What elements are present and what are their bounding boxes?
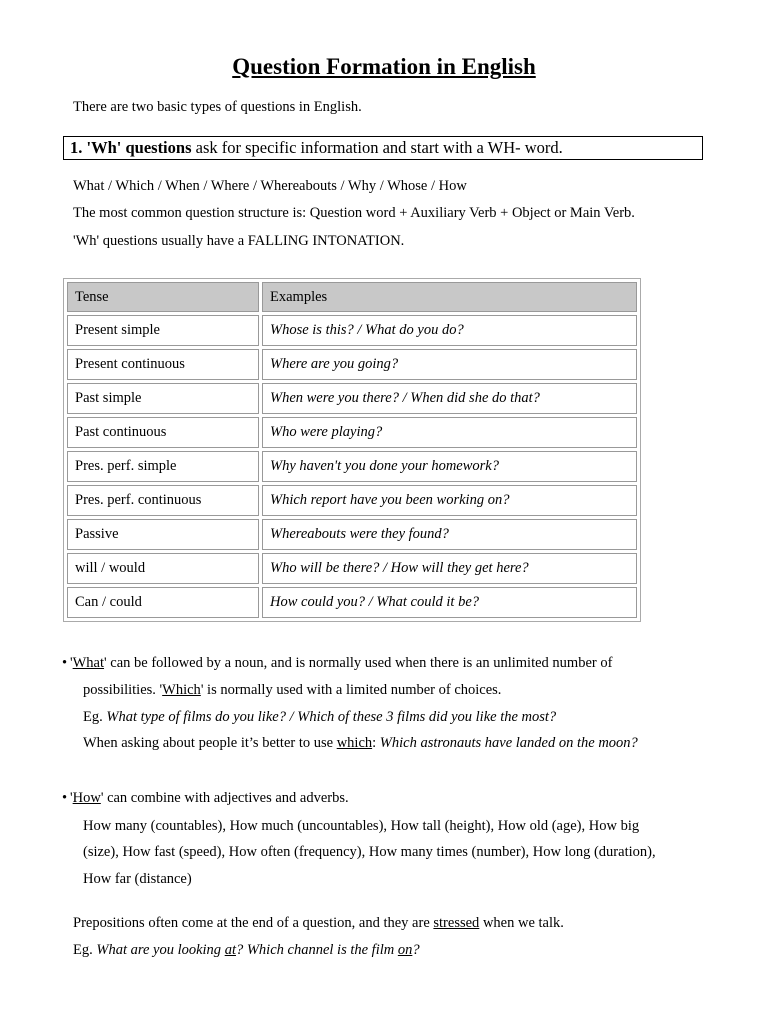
section-number: 1. — [70, 138, 87, 157]
table-row — [67, 383, 637, 414]
people-text: When asking about people it’s better to use — [83, 735, 337, 751]
table-row — [67, 485, 637, 516]
word-which: Which — [162, 682, 201, 698]
tense-examples-table — [63, 278, 641, 622]
prep-text-1: Prepositions often come at the end of a question, and they are — [73, 915, 434, 931]
example-cell: Whereabouts were they found? — [262, 519, 637, 550]
bullet-what-line-1 — [62, 655, 612, 672]
tense-cell: Past continuous — [67, 417, 259, 448]
table-header-examples: Examples — [262, 282, 637, 312]
table-row — [67, 553, 637, 584]
structure-line: The most common question structure is: Question word + Auxiliary Verb + Object or Main Verb. — [73, 205, 635, 221]
word-on: on — [397, 942, 413, 958]
table-row — [67, 587, 637, 618]
table-row — [67, 349, 637, 380]
word-at: at — [224, 942, 236, 958]
example-cell: Whose is this? / What do you do? — [262, 315, 637, 346]
what-text-1: ' can be followed by a noun, and is normally used when there is an unlimited number of — [104, 655, 613, 671]
intro-text: There are two basic types of questions in English. — [73, 99, 362, 115]
bullet-icon: • — [62, 655, 68, 671]
section-heading-rest: ask for specific information and start with a WH- word. — [191, 138, 563, 157]
example-cell: How could you? / What could it be? — [262, 587, 637, 618]
section-heading: 'Wh' questions — [86, 138, 192, 157]
bullet-what-example — [83, 709, 556, 726]
tense-cell: will / would — [67, 553, 259, 584]
prep-ex-1: What are you looking — [96, 942, 225, 958]
people-example: Which astronauts have landed on the moon? — [379, 735, 638, 751]
intonation-line: 'Wh' questions usually have a FALLING INTONATION. — [73, 233, 405, 249]
eg-label: Eg. — [83, 709, 107, 725]
tense-cell: Can / could — [67, 587, 259, 618]
prep-text-2: when we talk. — [479, 915, 564, 931]
table-row — [67, 451, 637, 482]
example-cell: Who will be there? / How will they get here? — [262, 553, 637, 584]
how-text-1: ' can combine with adjectives and adverbs. — [100, 790, 349, 806]
word-what: What — [72, 655, 105, 671]
table-header-row — [67, 282, 637, 312]
page-title: Question Formation in English — [232, 54, 536, 79]
tense-cell: Pres. perf. continuous — [67, 485, 259, 516]
what-text-2a: possibilities. ' — [83, 682, 163, 698]
tense-cell: Present simple — [67, 315, 259, 346]
table-row — [67, 519, 637, 550]
bullet-icon: • — [62, 790, 68, 806]
eg-text: What type of films do you like? / Which of these 3 films did you like the most? — [106, 709, 557, 725]
bullet-what-line-2 — [83, 682, 501, 699]
prep-ex-2: ? Which channel is the film — [235, 942, 398, 958]
prep-ex-3: ? — [412, 942, 420, 958]
tense-cell: Past simple — [67, 383, 259, 414]
quote: ' — [70, 790, 73, 806]
how-list-line-3: How far (distance) — [83, 871, 192, 887]
example-cell: Who were playing? — [262, 417, 637, 448]
word-how: How — [72, 790, 101, 806]
tense-cell: Pres. perf. simple — [67, 451, 259, 482]
colon: : — [372, 735, 380, 751]
how-list-line-1: How many (countables), How much (uncountables), How tall (height), How old (age), How big — [83, 818, 640, 834]
example-cell: Why haven't you done your homework? — [262, 451, 637, 482]
table-header-tense: Tense — [67, 282, 259, 312]
quote: ' — [70, 655, 73, 671]
example-cell: When were you there? / When did she do that? — [262, 383, 637, 414]
table-row — [67, 315, 637, 346]
tense-cell: Present continuous — [67, 349, 259, 380]
section-1-heading-box — [63, 136, 703, 160]
word-stressed: stressed — [433, 915, 480, 931]
how-list-line-2: (size), How fast (speed), How often (frequency), How many times (number), How long (duration), — [83, 844, 656, 860]
tense-cell: Passive — [67, 519, 259, 550]
word-which-people: which — [336, 735, 373, 751]
example-cell: Which report have you been working on? — [262, 485, 637, 516]
prepositions-example — [73, 942, 420, 959]
eg-label: Eg. — [73, 942, 97, 958]
bullet-how-line-1 — [62, 790, 349, 807]
prepositions-line — [73, 915, 564, 932]
what-text-2b: ' is normally used with a limited number of choices. — [200, 682, 502, 698]
table-row — [67, 417, 637, 448]
example-cell: Where are you going? — [262, 349, 637, 380]
wh-words-line: What / Which / When / Where / Whereabouts / Why / Whose / How — [73, 178, 467, 194]
bullet-what-people — [83, 735, 638, 752]
